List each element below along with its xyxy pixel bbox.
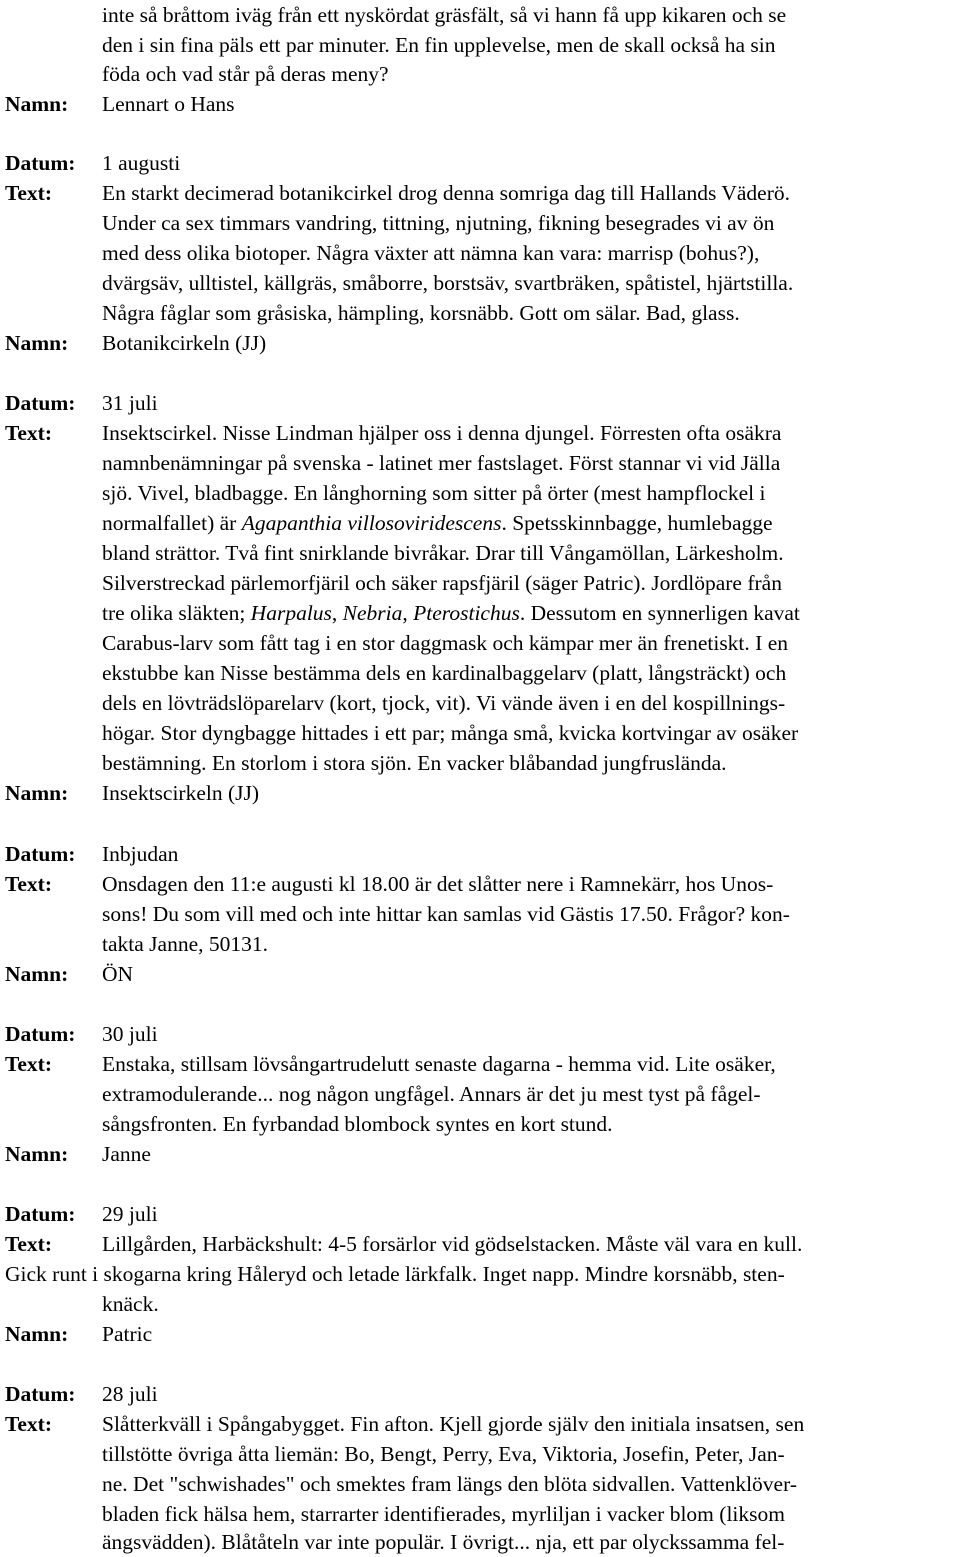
text-segment: , <box>402 601 414 625</box>
text-label: Text: <box>5 1052 52 1076</box>
text-label: Text: <box>5 181 52 205</box>
text-label: Text: <box>5 1232 52 1256</box>
text-segment: , <box>331 601 343 625</box>
species-name: Agapanthia villosoviridescens <box>241 511 502 535</box>
text-segment: tre olika släkten; <box>102 601 251 625</box>
text-segment: . Spetsskinnbagge, humlebagge <box>501 511 773 535</box>
genus-name: Nebria <box>342 601 403 625</box>
datum-label: Datum: <box>5 391 76 415</box>
datum-label: Datum: <box>5 1022 76 1046</box>
namn-label: Namn: <box>5 331 69 355</box>
genus-name: Harpalus <box>250 601 332 625</box>
genus-name: Pterostichus <box>413 601 520 625</box>
namn-label: Namn: <box>5 1142 69 1166</box>
namn-label: Namn: <box>5 1322 69 1346</box>
text-label: Text: <box>5 1412 52 1436</box>
text-segment: . Dessutom en synnerligen kavat <box>519 601 800 625</box>
datum-label: Datum: <box>5 1202 76 1226</box>
text-label: Text: <box>5 872 52 896</box>
text-label: Text: <box>5 421 52 445</box>
datum-label: Datum: <box>5 1382 76 1406</box>
datum-label: Datum: <box>5 842 76 866</box>
namn-label: Namn: <box>5 92 69 116</box>
namn-label: Namn: <box>5 781 69 805</box>
text-segment: normalfallet) är <box>102 511 242 535</box>
datum-label: Datum: <box>5 151 76 175</box>
namn-label: Namn: <box>5 962 69 986</box>
